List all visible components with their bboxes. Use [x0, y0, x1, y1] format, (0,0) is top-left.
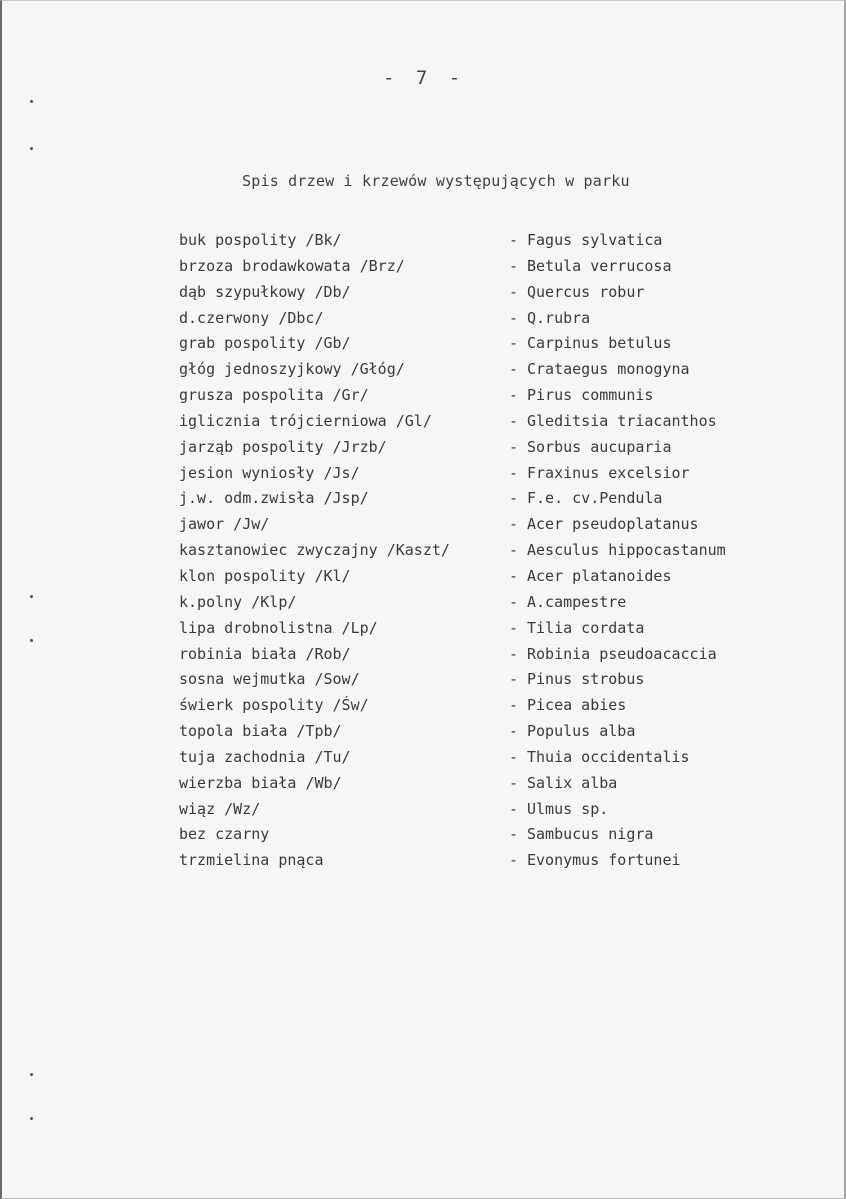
species-polish-name: robinia biała /Rob/: [179, 644, 351, 663]
separator-dash: -: [509, 566, 519, 585]
species-polish-name: jarząb pospolity /Jrzb/: [179, 437, 387, 456]
species-latin-name: Acer pseudoplatanus: [527, 515, 699, 534]
species-row: [179, 334, 819, 360]
species-latin-name: Salix alba: [527, 773, 618, 792]
species-polish-name: j.w. odm.zwisła /Jsp/: [179, 489, 369, 508]
separator-dash: -: [509, 231, 519, 249]
species-polish-name: grusza pospolita /Gr/: [179, 386, 369, 405]
separator-dash: -: [509, 851, 519, 870]
species-latin-name: Robinia pseudoacaccia: [527, 644, 717, 663]
species-row: [179, 851, 819, 877]
margin-mark: [30, 100, 33, 103]
document-title: Spis drzew i krzewów występujących w parku: [242, 172, 630, 190]
species-latin-name: Pinus strobus: [527, 670, 645, 689]
margin-mark: [30, 639, 33, 642]
separator-dash: -: [509, 747, 519, 766]
species-latin-name: Sambucus nigra: [527, 825, 654, 844]
species-row: [179, 515, 819, 541]
species-polish-name: tuja zachodnia /Tu/: [179, 747, 351, 766]
separator-dash: -: [509, 256, 519, 275]
species-polish-name: bez czarny: [179, 825, 270, 844]
species-latin-name: Tilia cordata: [527, 618, 645, 637]
separator-dash: -: [509, 437, 519, 456]
separator-dash: -: [509, 722, 519, 741]
separator-dash: -: [509, 360, 519, 379]
species-polish-name: dąb szypułkowy /Db/: [179, 282, 351, 301]
species-row: [179, 438, 819, 464]
species-polish-name: wierzba biała /Wb/: [179, 773, 342, 792]
separator-dash: -: [509, 489, 519, 508]
species-polish-name: wiąz /Wz/: [179, 799, 261, 818]
separator-dash: -: [509, 463, 519, 482]
species-latin-name: F.e. cv.Pendula: [527, 489, 663, 508]
margin-mark: [30, 147, 33, 150]
species-latin-name: Populus alba: [527, 722, 636, 741]
species-polish-name: świerk pospolity /Św/: [179, 696, 369, 715]
separator-dash: -: [509, 334, 519, 353]
species-row: [179, 696, 819, 722]
species-latin-name: Gleditsia triacanthos: [527, 411, 717, 430]
species-row: [179, 748, 819, 774]
species-row: [179, 593, 819, 619]
margin-mark: [30, 1117, 33, 1120]
species-polish-name: głóg jednoszyjkowy /Głóg/: [179, 360, 405, 379]
separator-dash: -: [509, 515, 519, 534]
species-latin-name: Carpinus betulus: [527, 334, 672, 353]
separator-dash: -: [509, 411, 519, 430]
species-row: [179, 645, 819, 671]
separator-dash: -: [509, 670, 519, 689]
species-latin-name: Q.rubra: [527, 308, 591, 327]
species-polish-name: sosna wejmutka /Sow/: [179, 670, 360, 689]
species-row: [179, 283, 819, 309]
species-row: [179, 489, 819, 515]
separator-dash: -: [509, 386, 519, 405]
separator-dash: -: [509, 308, 519, 327]
species-latin-name: Pirus communis: [527, 386, 654, 405]
species-row: [179, 825, 819, 851]
species-row: [179, 619, 819, 645]
species-row: [179, 309, 819, 335]
species-polish-name: d.czerwony /Dbc/: [179, 308, 324, 327]
species-list: [179, 231, 819, 877]
separator-dash: -: [509, 644, 519, 663]
species-latin-name: A.campestre: [527, 592, 627, 611]
separator-dash: -: [509, 825, 519, 844]
species-row: [179, 800, 819, 826]
species-polish-name: lipa drobnolistna /Lp/: [179, 618, 378, 637]
species-row: [179, 412, 819, 438]
separator-dash: -: [509, 696, 519, 715]
species-polish-name: klon pospolity /Kl/: [179, 566, 351, 585]
species-polish-name: k.polny /Klp/: [179, 592, 297, 611]
species-latin-name: Sorbus aucuparia: [527, 437, 672, 456]
species-latin-name: Fraxinus excelsior: [527, 463, 690, 482]
separator-dash: -: [509, 618, 519, 637]
species-latin-name: Betula verrucosa: [527, 256, 672, 275]
species-polish-name: topola biała /Tpb/: [179, 722, 342, 741]
species-row: [179, 567, 819, 593]
species-row: [179, 386, 819, 412]
species-row: [179, 231, 819, 257]
species-row: [179, 257, 819, 283]
species-latin-name: Aesculus hippocastanum: [527, 541, 726, 560]
species-latin-name: Ulmus sp.: [527, 799, 609, 818]
separator-dash: -: [509, 799, 519, 818]
species-polish-name: kasztanowiec zwyczajny /Kaszt/: [179, 541, 450, 560]
species-row: [179, 360, 819, 386]
species-polish-name: trzmielina pnąca: [179, 851, 324, 870]
species-row: [179, 722, 819, 748]
species-latin-name: Acer platanoides: [527, 566, 672, 585]
species-row: [179, 541, 819, 567]
species-polish-name: grab pospolity /Gb/: [179, 334, 351, 353]
species-row: [179, 670, 819, 696]
separator-dash: -: [509, 773, 519, 792]
species-polish-name: jawor /Jw/: [179, 515, 270, 534]
species-polish-name: jesion wyniosły /Js/: [179, 463, 360, 482]
species-latin-name: Thuia occidentalis: [527, 747, 690, 766]
species-row: [179, 774, 819, 800]
species-row: [179, 464, 819, 490]
species-latin-name: Picea abies: [527, 696, 627, 715]
species-polish-name: buk pospolity /Bk/: [179, 231, 342, 249]
separator-dash: -: [509, 282, 519, 301]
species-latin-name: Fagus sylvatica: [527, 231, 663, 249]
species-latin-name: Crataegus monogyna: [527, 360, 690, 379]
margin-mark: [30, 1073, 33, 1076]
species-polish-name: iglicznia trójcierniowa /Gl/: [179, 411, 432, 430]
species-latin-name: Quercus robur: [527, 282, 645, 301]
page-number: - 7 -: [383, 67, 466, 89]
species-latin-name: Evonymus fortunei: [527, 851, 681, 870]
separator-dash: -: [509, 541, 519, 560]
margin-mark: [30, 595, 33, 598]
species-polish-name: brzoza brodawkowata /Brz/: [179, 256, 405, 275]
separator-dash: -: [509, 592, 519, 611]
